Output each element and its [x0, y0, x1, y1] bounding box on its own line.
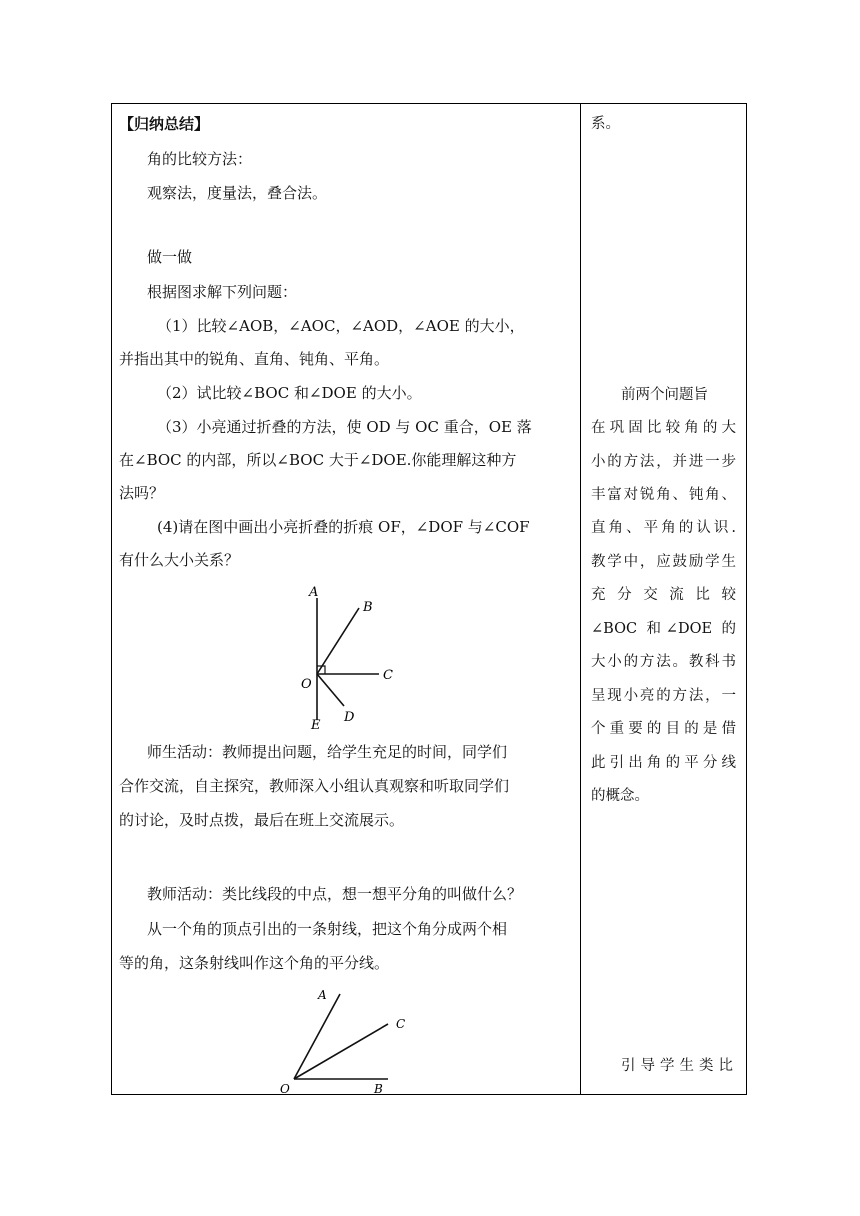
summary-heading: 【归纳总结】	[119, 115, 210, 133]
label-o: O	[280, 1082, 290, 1096]
question-1-line-1: （1）比较∠AOB，∠AOC，∠AOD，∠AOE 的大小，	[157, 317, 525, 335]
right-note-line-5: 直角、平角的认识.	[591, 520, 736, 536]
question-4-line-1: (4)请在图中画出小亮折叠的折痕 OF，∠DOF 与∠COF	[157, 518, 530, 536]
right-note-line-12: 此引出角的平分线	[591, 755, 736, 771]
ray-od	[317, 674, 344, 706]
label-a: A	[318, 988, 327, 1002]
label-e: E	[311, 718, 321, 732]
question-3-line-2: 在∠BOC 的内部，所以∠BOC 大于∠DOE.你能理解这种方	[119, 451, 517, 469]
label-b: B	[374, 1082, 383, 1096]
try-it-heading: 做一做	[147, 248, 193, 266]
right-note-line-1: 前两个问题旨	[621, 387, 708, 403]
lesson-table	[111, 103, 747, 1095]
right-note-line-7: 充分交流比较	[591, 587, 736, 603]
right-bottom-text: 引导学生类比	[621, 1058, 738, 1074]
angle-bisector-figure	[274, 984, 414, 1096]
methods-text: 观察法，度量法，叠合法。	[147, 184, 328, 202]
label-o: O	[301, 677, 312, 692]
right-note-line-4: 丰富对锐角、钝角、	[591, 487, 736, 503]
right-column	[581, 104, 746, 1094]
question-2: （2）试比较∠BOC 和∠DOE 的大小。	[157, 384, 422, 402]
right-note-line-13: 的概念。	[591, 788, 649, 804]
right-note-line-11: 个重要的目的是借	[591, 721, 736, 737]
right-note-line-2: 在巩固比较角的大	[591, 420, 736, 436]
right-note-line-10: 呈现小亮的方法，一	[591, 688, 736, 704]
label-c: C	[383, 668, 393, 683]
question-3-line-1: （3）小亮通过折叠的方法，使 OD 与 OC 重合，OE 落	[157, 418, 532, 436]
activity-line-2: 合作交流，自主探究，教师深入小组认真观察和听取同学们	[119, 777, 510, 795]
activity-line-1: 师生活动：教师提出问题，给学生充足的时间，同学们	[147, 743, 508, 761]
label-c: C	[396, 1017, 406, 1031]
definition-line-1: 从一个角的顶点引出的一条射线，把这个角分成两个相	[147, 920, 508, 938]
definition-line-2: 等的角，这条射线叫作这个角的平分线。	[119, 954, 390, 972]
teacher-activity: 教师活动：类比线段的中点，想一想平分角的叫做什么？	[147, 885, 523, 903]
methods-title: 角的比较方法：	[147, 150, 253, 168]
activity-line-3: 的讨论，及时点拨，最后在班上交流展示。	[119, 811, 405, 829]
question-1-line-2: 并指出其中的锐角、直角、钝角、平角。	[119, 350, 390, 368]
right-note-line-8: ∠BOC 和∠DOE 的	[591, 621, 736, 637]
right-top-text: 系。	[591, 116, 620, 132]
right-note-line-9: 大小的方法。教科书	[591, 654, 736, 670]
question-3-line-3: 法吗？	[119, 484, 165, 502]
right-note-line-3: 小的方法，并进一步	[591, 454, 736, 470]
label-b: B	[363, 600, 373, 615]
instruction-text: 根据图求解下列问题：	[147, 283, 298, 301]
question-4-line-2: 有什么大小关系？	[119, 551, 240, 569]
right-note-line-6: 教学中，应鼓励学生	[591, 554, 736, 570]
left-column	[112, 104, 580, 1094]
label-d: D	[344, 710, 355, 725]
label-a: A	[309, 585, 319, 600]
ray-ob	[317, 608, 359, 674]
angle-figure-1	[297, 582, 407, 732]
